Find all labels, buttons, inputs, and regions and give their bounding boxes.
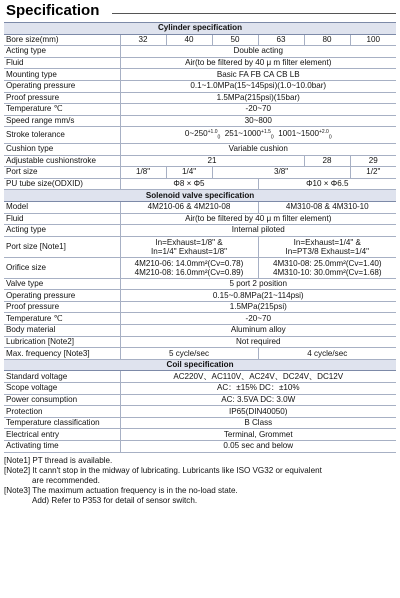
row-label: Acting type [4,46,120,58]
row-label: Stroke tolerance [4,127,120,144]
section-title: Solenoid valve specification [4,190,396,202]
table-row [4,383,396,395]
row-value: 0.1~1.0MPa(15~145psi)(1.0~10.0bar) [120,80,396,92]
row-value: 5 cycle/sec [120,348,258,360]
row-value: 1/4" [166,167,212,179]
row-label: Standard voltage [4,371,120,383]
row-label: Electrical entry [4,429,120,441]
tol-range: 251~1000 [224,129,262,139]
table-row [4,143,396,155]
row-label: Bore size(mm) [4,34,120,46]
orifice-line: 4M310-10: 30.0mm²(Cv=1.68) [272,267,382,277]
table-row [4,155,396,167]
tol-sub: 0 [270,134,274,141]
row-value: Aluminum alloy [120,325,396,337]
row-label: Fluid [4,57,120,69]
row-value: Not required [120,336,396,348]
table-row [4,278,396,290]
section-title: Coil specification [4,359,396,371]
table-row [4,69,396,81]
row-value: -20~70 [120,104,396,116]
table-row [4,127,396,144]
note-3: [Note3] The maximum actuation frequency is in the no-load state. [4,485,238,495]
row-label: Scope voltage [4,383,120,395]
row-value: 1.5MPa(215psi)(15bar) [120,92,396,104]
row-label: Mounting type [4,69,120,81]
table-row [4,441,396,453]
table-row [4,57,396,69]
row-value: B Class [120,417,396,429]
row-value: 30~800 [120,115,396,127]
row-value: Air(to be filtered by 40 μ m filter element) [120,213,396,225]
port-line: In=Exhaust=1/4" & [293,237,361,247]
row-label: Temperature ℃ [4,313,120,325]
footnotes [4,456,400,506]
table-row [4,34,396,46]
spec-header [0,0,400,22]
orifice-line: 4M210-06: 14.0mm²(Cv=0.78) [134,258,244,268]
row-value: 5 port 2 position [120,278,396,290]
section-cylinder [4,23,396,35]
row-label: Max. frequency [Note3] [4,348,120,360]
row-label: Proof pressure [4,301,120,313]
port-line: In=Exhaust=1/8" & [155,237,223,247]
table-row [4,325,396,337]
tol-sup: +1.5 [261,129,271,136]
table-row [4,104,396,116]
row-label: Acting type [4,225,120,237]
row-value: Internal piloted [120,225,396,237]
table-row [4,257,396,278]
row-value: Air(to be filtered by 40 μ m filter element) [120,57,396,69]
header-rule [112,13,396,14]
row-value: Φ10 × Φ6.5 [258,178,396,190]
table-row [4,429,396,441]
table-row [4,92,396,104]
tol-sup: +2.0 [318,129,329,136]
row-value: 28 [304,155,350,167]
row-value: 4M310-08 & 4M310-10 [258,201,396,213]
row-value: 1.5MPa(215psi) [120,301,396,313]
row-label: Body material [4,325,120,337]
row-value: AC: 3.5VA DC: 3.0W [120,394,396,406]
row-value [258,257,396,278]
row-value: 0.15~0.8MPa(21~114psi) [120,290,396,302]
row-label: PU tube size(ODXID) [4,178,120,190]
row-value: IP65(DIN40050) [120,406,396,418]
row-value: Φ8 × Φ5 [120,178,258,190]
orifice-line: 4M310-08: 25.0mm²(Cv=1.40) [272,258,382,268]
row-value: 4M210-06 & 4M210-08 [120,201,258,213]
note-1: [Note1] PT thread is available. [4,455,113,465]
note-2: [Note2] It cann't stop in the midway of lubricating. Lubricants like ISO VG32 or equivalent [4,465,322,475]
tol-sup: +1.0 [207,129,218,136]
table-row [4,115,396,127]
row-value [120,257,258,278]
row-label: Speed range mm/s [4,115,120,127]
row-label: Fluid [4,213,120,225]
table-row [4,80,396,92]
row-label: Temperature ℃ [4,104,120,116]
note-2-cont: are recommended. [32,475,100,485]
row-value: Double acting [120,46,396,58]
bore-value: 80 [304,34,350,46]
row-value: Terminal, Grommet [120,429,396,441]
row-label: Valve type [4,278,120,290]
bore-value: 32 [120,34,166,46]
row-value: 29 [350,155,396,167]
section-coil [4,359,396,371]
row-label: Activating time [4,441,120,453]
table-row [4,371,396,383]
table-row [4,236,396,257]
section-title: Cylinder specification [4,23,396,35]
row-value: 1/2" [350,167,396,179]
row-value: Basic FA FB CA CB LB [120,69,396,81]
row-value [258,236,396,257]
row-label: Lubrication [Note2] [4,336,120,348]
row-value [120,236,258,257]
row-value: AC220V、AC110V、AC24V、DC24V、DC12V [120,371,396,383]
table-row [4,213,396,225]
row-value: AC：±15% DC：±10% [120,383,396,395]
row-label: Model [4,201,120,213]
row-label: Protection [4,406,120,418]
tol-range: 1001~1500 [278,129,319,139]
row-value: 3/8" [212,167,350,179]
table-row [4,336,396,348]
row-value: 21 [120,155,304,167]
table-row [4,417,396,429]
table-row [4,301,396,313]
tol-range: 0~250 [184,129,208,139]
bore-value: 50 [212,34,258,46]
table-row [4,313,396,325]
row-value: 4 cycle/sec [258,348,396,360]
row-label: Adjustable cushionstroke [4,155,120,167]
row-value: 1/8" [120,167,166,179]
bore-value: 100 [350,34,396,46]
row-label: Orifice size [4,257,120,278]
note-3-cont: Add) Refer to P353 for detail of sensor switch. [32,495,198,505]
table-row [4,178,396,190]
port-line: In=1/4" Exhaust=1/8" [151,246,227,256]
row-label: Operating pressure [4,80,120,92]
row-value: 0.05 sec and below [120,441,396,453]
port-line: In=PT3/8 Exhaust=1/4" [285,246,369,256]
tol-sub: 0 [328,134,332,141]
spec-table [4,22,396,453]
row-label: Cushion type [4,143,120,155]
table-row [4,225,396,237]
page-title: Specification [6,2,100,19]
row-label: Port size [4,167,120,179]
table-row [4,46,396,58]
table-row [4,201,396,213]
row-label: Port size [Note1] [4,236,120,257]
table-row [4,167,396,179]
row-label: Operating pressure [4,290,120,302]
row-label: Power consumption [4,394,120,406]
table-row [4,406,396,418]
row-label: Temperature classification [4,417,120,429]
bore-value: 40 [166,34,212,46]
row-label: Proof pressure [4,92,120,104]
row-value: Variable cushion [120,143,396,155]
table-row [4,348,396,360]
orifice-line: 4M210-08: 16.0mm²(Cv=0.89) [134,267,244,277]
section-solenoid [4,190,396,202]
stroke-tolerance-value [120,127,396,144]
table-row [4,394,396,406]
table-row [4,290,396,302]
tol-sub: 0 [217,134,221,141]
bore-value: 63 [258,34,304,46]
row-value: -20~70 [120,313,396,325]
